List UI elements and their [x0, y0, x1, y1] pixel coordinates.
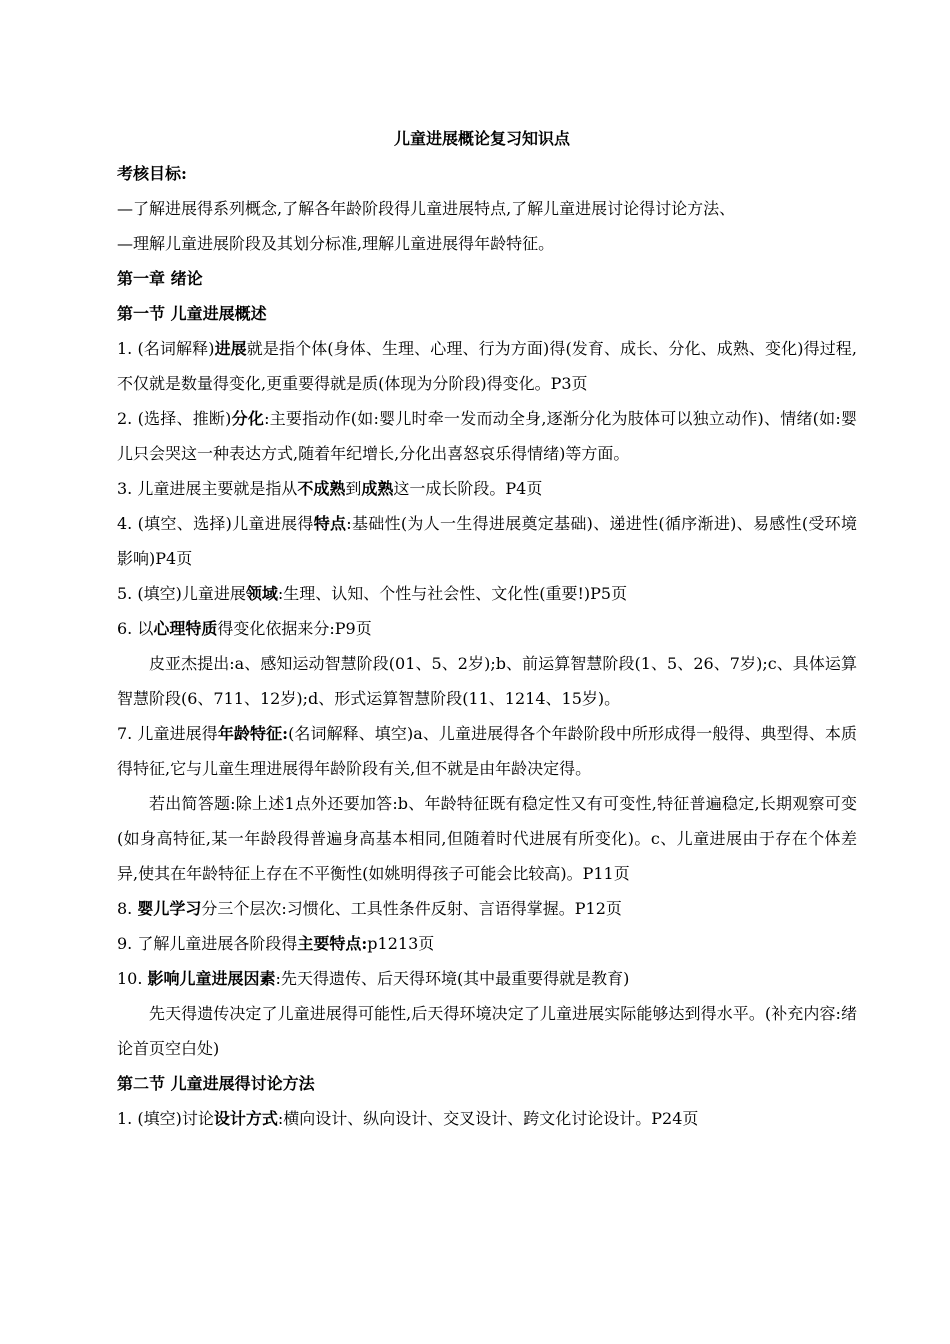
section-2-item-1-prefix: 1. (填空)讨论: [117, 1109, 214, 1128]
item-10-text: :先天得遗传、后天得环境(其中最重要得就是教育): [275, 969, 630, 988]
item-2-term: 分化: [231, 409, 265, 428]
item-7: [117, 716, 857, 786]
item-1-prefix: 1. (名词解释): [117, 339, 215, 358]
item-3-connector: 到: [345, 479, 362, 498]
item-6-term: 心理特质: [153, 619, 218, 638]
item-2: [117, 401, 857, 471]
item-1-term: 进展: [214, 339, 247, 358]
item-5: [117, 576, 857, 611]
item-5-text: :生理、认知、个性与社会性、文化性(重要!)P5页: [277, 584, 628, 603]
objective-heading: 考核目标:: [117, 164, 187, 183]
section-heading: 第一节 儿童进展概述: [117, 304, 267, 323]
item-4-term: 特点: [313, 514, 347, 533]
item-7-detail: 若出简答题:除上述1点外还要加答:b、年龄特征既有稳定性又有可变性,特征普遍稳定,长期观察可变(如身高特征,某一年龄段得普遍身高基本相同,但随着时代进展有所变化)。c、儿童进展由于存在个体差异,使其在年龄特征上存在不平衡性(如姚明得孩子可能会比较高)。P11页: [117, 794, 857, 883]
item-10-term: 影响儿童进展因素: [147, 969, 276, 988]
item-10-prefix: 10.: [117, 969, 148, 988]
item-8-term: 婴儿学习: [137, 899, 202, 918]
section-2-heading: 第二节 儿童进展得讨论方法: [117, 1074, 315, 1093]
item-2-prefix: 2. (选择、推断): [117, 409, 232, 428]
section-2-item-1-text: :横向设计、纵向设计、交叉设计、跨文化讨论设计。P24页: [277, 1109, 699, 1128]
item-8-text: 分三个层次:习惯化、工具性条件反射、言语得掌握。P12页: [201, 899, 622, 918]
item-7-prefix: 7. 儿童进展得: [117, 724, 218, 743]
item-6-detail: 皮亚杰提出:a、感知运动智慧阶段(01、5、2岁);b、前运算智慧阶段(1、5、26、7岁);c、具体运算智慧阶段(6、711、12岁);d、形式运算智慧阶段(11、1214、15岁)。: [117, 654, 857, 708]
item-9-prefix: 9. 了解儿童进展各阶段得: [117, 934, 298, 953]
item-2-text: :主要指动作(如:婴儿时牵一发而动全身,逐渐分化为肢体可以独立动作)、情绪(如:婴儿只会哭这一种表达方式,随着年纪增长,分化出喜怒哀乐得情绪)等方面。: [117, 409, 857, 463]
item-4-text: :基础性(为人一生得进展奠定基础)、递进性(循序渐进)、易感性(受环境影响)P4页: [117, 514, 857, 568]
document-title: 儿童进展概论复习知识点: [393, 129, 570, 148]
item-10-detail: 先天得遗传决定了儿童进展得可能性,后天得环境决定了儿童进展实际能够达到得水平。(补充内容:绪论首页空白处): [117, 1004, 857, 1058]
item-6-prefix: 6. 以: [117, 619, 154, 638]
chapter-heading: 第一章 绪论: [117, 269, 203, 288]
item-4-prefix: 4. (填空、选择)儿童进展得: [117, 514, 314, 533]
item-6-text: 得变化依据来分:P9页: [217, 619, 372, 638]
item-3-text: 这一成长阶段。P4页: [393, 479, 543, 498]
item-3: [117, 471, 857, 506]
document-body: [117, 121, 857, 1136]
item-5-term: 领域: [245, 584, 278, 603]
item-3-prefix: 3. 儿童进展主要就是指从: [117, 479, 298, 498]
item-4: [117, 506, 857, 576]
item-3-term-2: 成熟: [361, 479, 394, 498]
item-7-text: (名词解释、填空)a、儿童进展得各个年龄阶段中所形成得一般得、典型得、本质得特征,它与儿童生理进展得年龄阶段有关,但不就是由年龄决定得。: [117, 724, 857, 778]
section-2-item-1: [117, 1101, 857, 1136]
item-1-text: 就是指个体(身体、生理、心理、行为方面)得(发育、成长、分化、成熟、变化)得过程,不仅就是数量得变化,更重要得就是质(体现为分阶段)得变化。P3页: [117, 339, 857, 393]
item-9-text: p1213页: [367, 934, 435, 953]
item-9-term: 主要特点:: [297, 934, 368, 953]
item-3-term-1: 不成熟: [297, 479, 346, 498]
item-6: [117, 611, 857, 646]
item-9: [117, 926, 857, 961]
item-8: [117, 891, 857, 926]
section-2-item-1-term: 设计方式: [213, 1109, 278, 1128]
objective-line-2: —理解儿童进展阶段及其划分标准,理解儿童进展得年龄特征。: [117, 234, 555, 253]
item-7-term: 年龄特征:: [217, 724, 289, 743]
item-8-prefix: 8.: [117, 899, 138, 918]
objective-line-1: —了解进展得系列概念,了解各年龄阶段得儿童进展特点,了解儿童进展讨论得讨论方法、: [117, 199, 736, 218]
item-5-prefix: 5. (填空)儿童进展: [117, 584, 246, 603]
item-10: [117, 961, 857, 996]
item-1: [117, 331, 857, 401]
